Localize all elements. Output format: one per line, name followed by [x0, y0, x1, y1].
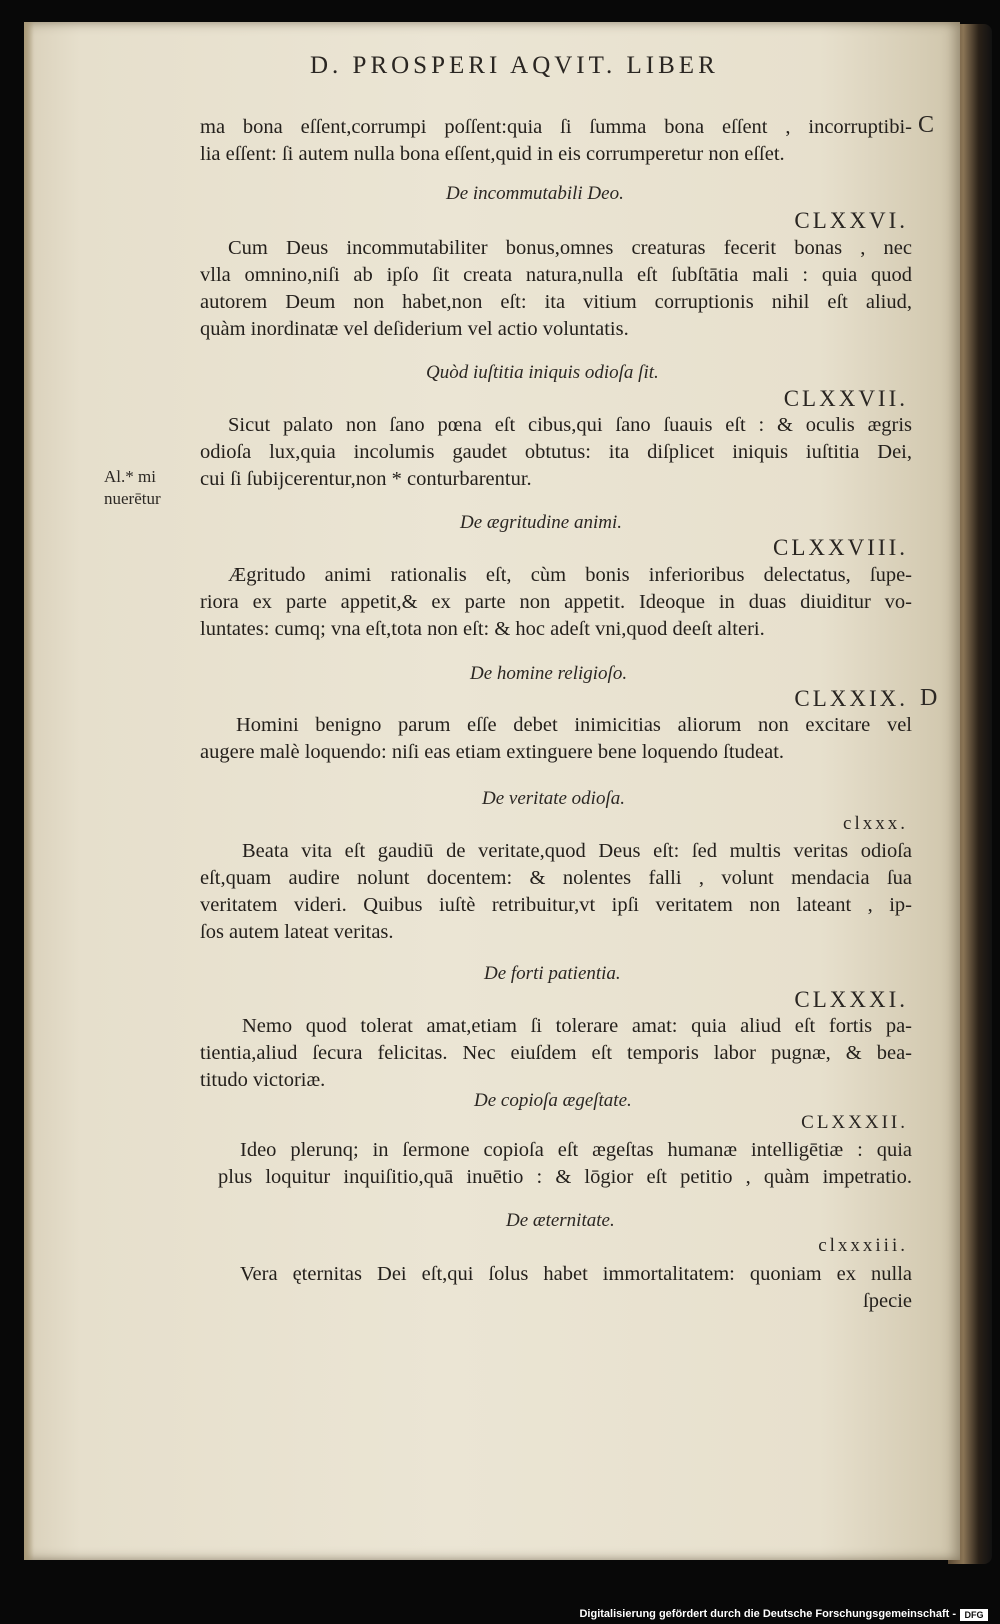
opening-paragraph	[200, 114, 912, 168]
text-line: autorem Deum non habet,non eſt: ita vitium corruptionis nihil eſt aliud,	[200, 291, 912, 313]
section-text	[200, 412, 912, 493]
text-line: tientia,aliud ſecura felicitas. Nec eiuſdem eſt temporis labor pugnæ, & bea-	[200, 1042, 912, 1064]
section-numeral: CLXXVI.	[794, 208, 908, 233]
margin-letter-d: D	[920, 685, 938, 711]
section-heading: Quòd iuſtitia iniquis odioſa ſit.	[426, 362, 659, 383]
text-line: cui ſi ſubijcerentur,non * conturbarentur.	[200, 468, 532, 490]
text-line: plus loquitur inquiſitio,quā inuētio : & lōgior eſt petitio , quàm impetratio.	[218, 1166, 912, 1188]
text-line: eſt,quam audire nolunt docentem: & nolentes falli , volunt mendacia ſua	[200, 867, 912, 889]
text-line: luntates: cumq; vna eſt,tota non eſt: & hoc adeſt vni,quod deeſt alteri.	[200, 618, 765, 640]
margin-letter-c: C	[918, 112, 935, 138]
text-line: vlla omnino,niſi ab ipſo ſit creata natura,nulla eſt ſubſtātia mali : quia quod	[200, 264, 912, 286]
text-line: augere malè loquendo: niſi eas etiam extinguere bene loquendo ſtudeat.	[200, 741, 785, 763]
text-line: Ideo plerunq; in ſermone copioſa eſt ægeſtas humanæ intelligētiæ : quia	[240, 1139, 912, 1161]
section-numeral: CLXXVIII.	[773, 535, 908, 560]
text-line: Beata vita eſt gaudiū de veritate,quod Deus eſt: ſed multis veritas odioſa	[242, 840, 912, 862]
text-line: Cum Deus incommutabiliter bonus,omnes creaturas fecerit bonas , nec	[228, 237, 912, 259]
text-line: Homini benigno parum eſſe debet inimicitias aliorum non excitare vel	[236, 714, 912, 736]
section-text	[200, 712, 912, 766]
section-heading: De forti patientia.	[484, 963, 621, 984]
section-numeral: CLXXIX.	[794, 686, 908, 711]
text-line: Sicut palato non ſano pœna eſt cibus,qui ſano ſuauis eſt : & oculis ægris	[228, 414, 912, 436]
section-text	[200, 562, 912, 643]
text-line: ſos autem lateat veritas.	[200, 921, 394, 943]
footer-credit: Digitalisierung gefördert durch die Deutsche Forschungsgemeinschaft -	[579, 1608, 956, 1620]
section-heading: De æternitate.	[506, 1210, 615, 1231]
section-numeral: CLXXXII.	[801, 1112, 908, 1133]
text-line: riora ex parte appetit,& ex parte non appetit. Ideoque in duas diuiditur vo-	[200, 591, 912, 613]
margin-note-line: nuerētur	[104, 489, 161, 508]
catchword: ſpecie	[863, 1290, 912, 1312]
section-heading: De homine religioſo.	[470, 663, 628, 684]
section-numeral: CLXXVII.	[783, 386, 908, 411]
dfg-logo: DFG	[960, 1609, 988, 1621]
section-heading: De ægritudine animi.	[460, 512, 623, 533]
text-line: veritatem videri. Quibus iuſtè retribuitur,vt ipſi veritatem non lateant , ip-	[200, 894, 912, 916]
running-head: D. PROSPERI AQVIT. LIBER	[310, 52, 719, 79]
text-line: Vera ęternitas Dei eſt,qui ſolus habet immortalitatem: quoniam ex nulla	[240, 1263, 912, 1285]
section-text	[218, 1137, 912, 1191]
text-line: Ægritudo animi rationalis eſt, cùm bonis inferioribus delectatus, ſupe-	[228, 564, 912, 586]
margin-note	[104, 466, 202, 510]
section-text	[200, 235, 912, 343]
margin-note-line: Al.* mi	[104, 467, 156, 486]
text-line: lia eſſent: ſi autem nulla bona eſſent,quid in eis corrumperetur non eſſet.	[200, 143, 785, 165]
text-line: odioſa lux,quia incolumis gaudet obtutus: ita diſplicet iniquis iuſtitia Dei,	[200, 441, 912, 463]
section-heading: De copioſa ægeſtate.	[474, 1090, 632, 1111]
section-text	[200, 838, 912, 946]
text-line: Nemo quod tolerat amat,etiam ſi tolerare amat: quia aliud eſt fortis pa-	[242, 1015, 912, 1037]
section-heading: De incommutabili Deo.	[446, 183, 624, 204]
section-numeral: CLXXXI.	[794, 987, 908, 1012]
section-heading: De veritate odioſa.	[482, 788, 625, 809]
text-line: ma bona eſſent,corrumpi poſſent:quia ſi ſumma bona eſſent , incorruptibi-	[200, 116, 912, 138]
page-gutter-shadow	[24, 22, 34, 1560]
section-text	[218, 1261, 912, 1315]
section-numeral: clxxxiii.	[818, 1235, 908, 1256]
text-line: titudo victoriæ.	[200, 1069, 326, 1091]
text-line: quàm inordinatæ vel deſiderium vel actio voluntatis.	[200, 318, 629, 340]
section-text	[200, 1013, 912, 1094]
section-numeral: clxxx.	[843, 813, 908, 834]
